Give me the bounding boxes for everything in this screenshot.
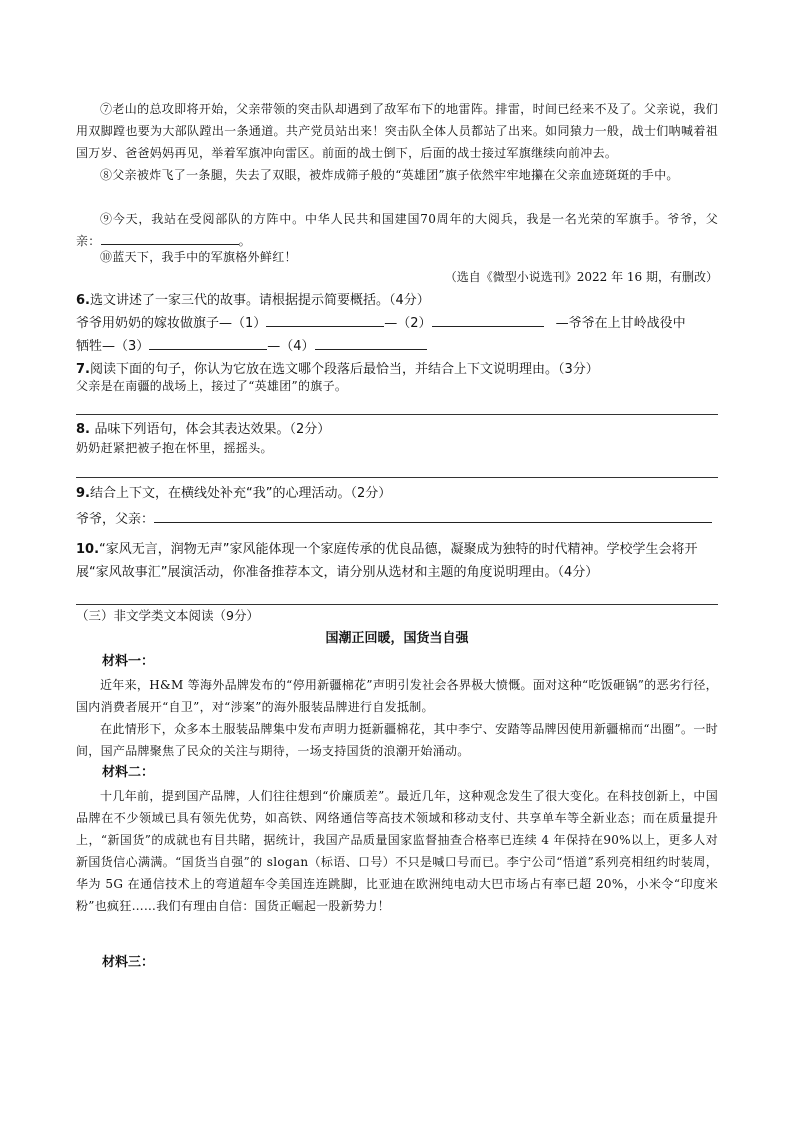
question-7-number: 7. [76, 362, 90, 377]
material-1-label: 材料一： [102, 654, 155, 669]
answer-blank-4[interactable] [315, 335, 427, 350]
question-6-prompt-1: 爷爷用奶奶的嫁妆做旗子—（1） [76, 316, 267, 331]
question-10-text: “家风无言，润物无声”家风能体现一个家庭传承的优良品德，凝聚成为独特的时代精神。学校学生会将开展“家风故事汇”展演活动，你准备推荐本文，请分别从选材和主题的角度说明理由。（4分） [76, 542, 698, 580]
material-1-paragraph-2: 在此情形下，众多本土服装品牌集中发布声明力挺新疆棉花，其中李宁、安踏等品牌因使用新疆棉而“出圈”。一时间，国产品牌聚焦了民众的关注与期待，一场支持国货的浪潮开始涌动。 [76, 722, 718, 758]
answer-blank-1[interactable] [266, 312, 384, 327]
question-9-answer-label: 爷爷，父亲： [76, 512, 155, 527]
question-8-text: 品味下列语句，体会其表达效果。（2分） [94, 422, 331, 437]
question-6-line-1 [76, 312, 718, 335]
question-9 [76, 482, 718, 505]
article-title: 国潮正回暖，国货当自强 [325, 631, 469, 646]
story-blank-line [101, 230, 239, 245]
material-2-label: 材料二： [102, 765, 155, 780]
question-7-text: 阅读下面的句子，你认为它放在选文哪个段落后最恰当，并结合上下文说明理由。（3分） [89, 362, 599, 377]
question-9-answer [76, 508, 718, 531]
answer-line-q9[interactable] [154, 508, 712, 523]
answer-blank-3[interactable] [149, 335, 267, 350]
material-3-label: 材料三： [102, 955, 155, 970]
material-2-paragraph-1: 十几年前，提到国产品牌，人们往往想到“价廉质差”。最近几年，这种观念发生了很大变化。在科技创新上，中国品牌在不少领域已具有领先优势，如高铁、网络通信等高技术领域和移动支付、共享单车等全新业态；而在质量提升上，“新国货”的成就也有目共睹，据统计，我国产品质量国家监督抽查合格率已连续 4 年保持在90%以上，更多人对新国货信心满满。“国货当自强”的 slogan（标语、口号）不只是喊口号而已。李宁公司“悟道”系列亮相纽约时装周，华为 5G 在通信技术上的弯道超车令美国连连跳脚，比亚迪在欧洲纯电动大巴市场占有率已超 20%，小米令“印度米粉”也疯狂……我们有理由自信：国货正崛起一股新势力！ [76, 789, 718, 913]
question-6-prompt-end: —爷爷在上甘岭战役中 [555, 316, 686, 331]
answer-line-q8[interactable] [76, 477, 718, 478]
story-source: （选自《微型小说选刊》2022 年 16 期，有删改） [444, 270, 718, 284]
story-paragraph-9-tail: 爷爷，父亲： [76, 212, 718, 248]
question-6-prompt-2: —（2） [384, 316, 432, 331]
question-8-number: 8. [76, 422, 95, 437]
question-6-line-2 [76, 335, 718, 358]
question-6-number: 6. [76, 293, 90, 308]
question-6 [76, 289, 718, 312]
question-9-number: 9. [76, 486, 90, 501]
section-3-heading: （三）非文学类文本阅读（9分） [76, 608, 259, 623]
question-8-quote: 奶奶赶紧把被子抱在怀里，摇摇头。 [76, 441, 273, 455]
answer-blank-2[interactable] [432, 312, 544, 327]
story-paragraph-10: ⑩蓝天下，我手中的军旗格外鲜红！ [100, 250, 297, 264]
material-1-paragraph-1: 近年来，H&M 等海外品牌发布的“停用新疆棉花”声明引发社会各界极大愤慨。面对这种“吃饭砸锅”的恶劣行径，国内消费者展开“自卫”，对“涉案”的海外服装品牌进行自发抵制。 [76, 678, 718, 714]
story-paragraph-9: ⑨今天，我站在受阅部队的方阵中。中华人民共和国建国70周年的大阅兵，我是一名光荣的军旗手。爷爷，父亲： 。 [76, 212, 718, 248]
story-paragraph-8: ⑧父亲被炸飞了一条腿，失去了双眼，被炸成筛子般的“英雄团”旗子依然牢牢地攥在父亲血迹斑斑的手中。 [100, 168, 679, 182]
question-6-prompt-3: 牺牲—（3） [76, 339, 150, 354]
question-10-number: 10. [76, 542, 100, 557]
answer-line-q7[interactable] [76, 414, 718, 415]
question-6-prompt-4: —（4） [267, 339, 315, 354]
story-paragraph-9-text: ⑨今天，我站在受阅部队的方阵中。中华人民共和国建国70周年的大阅兵，我是一名光荣的军旗手。 [100, 212, 668, 226]
question-10 [76, 538, 718, 584]
story-paragraph-7: ⑦老山的总攻即将开始，父亲带领的突击队却遇到了敌军布下的地雷阵。排雷，时间已经来不及了。父亲说，我们用双脚蹚也要为大部队蹚出一条通道。共产党员站出来！突击队全体人员都站了出来。如同猿力一般，战士们呐喊着祖国万岁、爸爸妈妈再见，举着军旗冲向雷区。前面的战士倒下，后面的战士接过军旗继续向前冲去。 [76, 102, 718, 160]
question-7-quote: 父亲是在南疆的战场上，接过了“英雄团”的旗子。 [76, 379, 348, 393]
question-6-text: 选文讲述了一家三代的故事。请根据提示简要概括。（4分） [89, 293, 430, 308]
question-9-text: 结合上下文，在横线处补充“我”的心理活动。（2分） [89, 486, 392, 501]
